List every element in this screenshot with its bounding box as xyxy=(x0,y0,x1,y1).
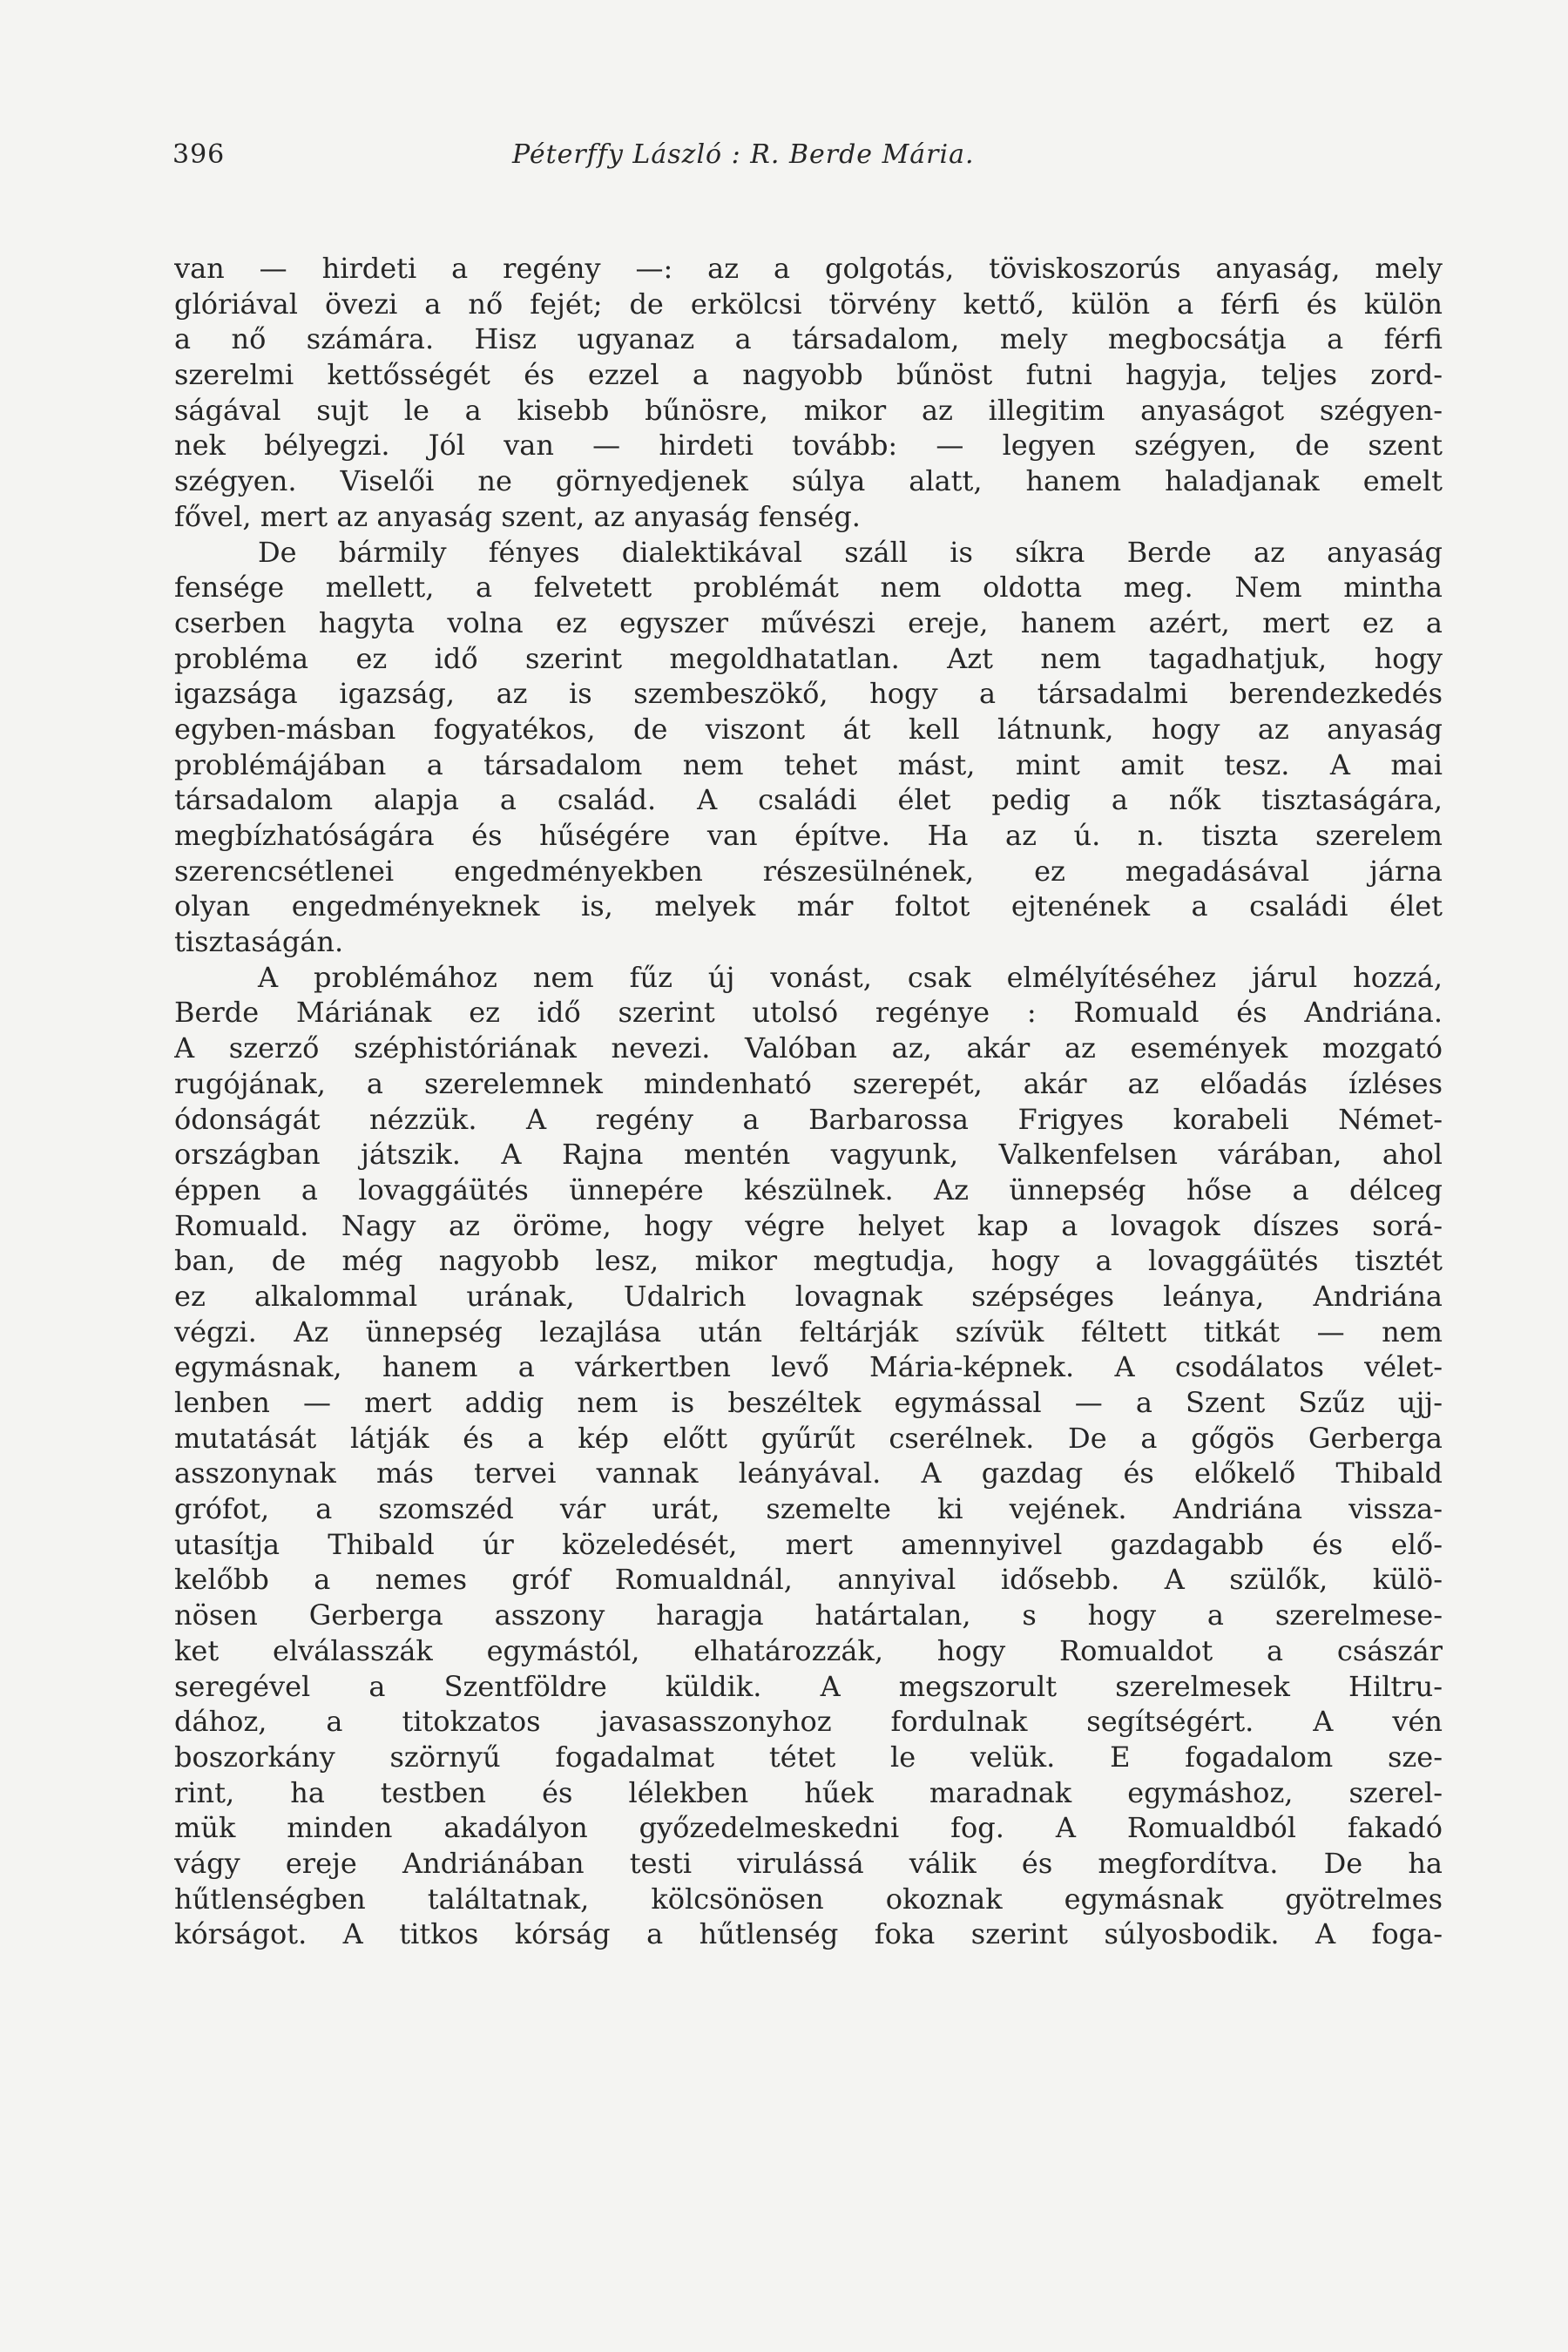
text-line: lenben — mert addig nem is beszéltek egymással — a Szent Szűz ujj- xyxy=(174,1386,1443,1419)
text-line: ez alkalommal urának, Udalrich lovagnak szépséges leánya, Andriána xyxy=(174,1279,1443,1313)
text-line: utasítja Thibald úr közeledését, mert amennyivel gazdagabb és elő- xyxy=(174,1527,1443,1561)
text-line: cserben hagyta volna ez egyszer művészi ereje, hanem azért, mert ez a xyxy=(174,605,1443,639)
text-line: mutatását látják és a kép előtt gyűrűt cserélnek. De a gőgös Gerberga xyxy=(174,1421,1443,1455)
text-line: nösen Gerberga asszony haragja határtalan, s hogy a szerelmese- xyxy=(174,1598,1443,1632)
text-line: De bármily fényes dialektikával száll is síkra Berde az anyaság xyxy=(258,535,1443,569)
text-line: dához, a titokzatos javasasszonyhoz fordulnak segítségért. A vén xyxy=(174,1705,1443,1739)
text-line: ban, de még nagyobb lesz, mikor megtudja, hogy a lovaggáütés tisztét xyxy=(174,1244,1443,1278)
text-line: van — hirdeti a regény —: az a golgotás, töviskoszorús anyaság, mely xyxy=(174,252,1443,285)
text-line: problémájában a társadalom nem tehet mást, mint amit tesz. A mai xyxy=(174,747,1443,781)
text-line: szégyen. Viselői ne görnyedjenek súlya alatt, hanem haladjanak emelt xyxy=(174,464,1443,498)
text-line: tisztaságán. xyxy=(174,925,344,959)
text-line: Romuald. Nagy az öröme, hogy végre helyet kap a lovagok díszes sorá- xyxy=(174,1208,1443,1242)
text-line: glóriával övezi a nő fejét; de erkölcsi törvény kettő, külön a férfi és külön xyxy=(174,287,1443,321)
text-line: egymásnak, hanem a várkertben levő Mária-képnek. A csodálatos vélet- xyxy=(174,1350,1443,1384)
text-line: éppen a lovaggáütés ünnepére készülnek. Az ünnepség hőse a délceg xyxy=(174,1173,1443,1206)
text-line: rint, ha testben és lélekben hűek maradnak egymáshoz, szerel- xyxy=(174,1775,1443,1809)
text-line: szerelmi kettősségét és ezzel a nagyobb bűnöst futni hagyja, teljes zord- xyxy=(174,358,1443,392)
text-line: probléma ez idő szerint megoldhatatlan. Azt nem tagadhatjuk, hogy xyxy=(174,641,1443,675)
running-title: Péterffy László : R. Berde Mária. xyxy=(512,139,975,170)
text-line: fensége mellett, a felvetett problémát nem oldotta meg. Nem mintha xyxy=(174,571,1443,605)
text-line: nek bélyegzi. Jól van — hirdeti tovább: — legyen szégyen, de szent xyxy=(174,429,1443,463)
text-line: rugójának, a szerelemnek mindenható szerepét, akár az előadás ízléses xyxy=(174,1066,1443,1100)
text-line: A szerző széphistóriának nevezi. Valóban az, akár az események mozgató xyxy=(174,1031,1443,1065)
text-line: fővel, mert az anyaság szent, az anyaság fenség. xyxy=(174,499,861,533)
text-line: szerencsétlenei engedményekben részesülnének, ez megadásával járna xyxy=(174,854,1443,888)
page-number: 396 xyxy=(172,139,226,170)
text-line: megbízhatóságára és hűségére van építve. Ha az ú. n. tiszta szerelem xyxy=(174,819,1443,852)
text-line: kórságot. A titkos kórság a hűtlenség foka szerint súlyosbodik. A foga- xyxy=(174,1917,1443,1951)
text-line: kelőbb a nemes gróf Romualdnál, annyival idősebb. A szülők, külö- xyxy=(174,1563,1443,1597)
text-line: A problémához nem fűz új vonást, csak elmélyítéséhez járul hozzá, xyxy=(258,960,1443,994)
text-line: olyan engedményeknek is, melyek már foltot ejtenének a családi élet xyxy=(174,889,1443,923)
text-line: hűtlenségben találtatnak, kölcsönösen okoznak egymásnak gyötrelmes xyxy=(174,1882,1443,1916)
text-line: egyben-másban fogyatékos, de viszont át kell látnunk, hogy az anyaság xyxy=(174,712,1443,746)
text-line: mük minden akadályon győzedelmeskedni fog. A Romualdból fakadó xyxy=(174,1811,1443,1845)
text-line: ket elválasszák egymástól, elhatározzák, hogy Romualdot a császár xyxy=(174,1633,1443,1667)
text-line: Berde Máriának ez idő szerint utolsó regénye : Romuald és Andriána. xyxy=(174,996,1443,1030)
text-line: végzi. Az ünnepség lezajlása után feltárják szívük féltett titkát — nem xyxy=(174,1315,1443,1348)
text-line: társadalom alapja a család. A családi élet pedig a nők tisztaságára, xyxy=(174,783,1443,817)
text-line: grófot, a szomszéd vár urát, szemelte ki vejének. Andriána vissza- xyxy=(174,1492,1443,1526)
text-line: a nő számára. Hisz ugyanaz a társadalom, mely megbocsátja a férfi xyxy=(174,322,1443,356)
text-line: igazsága igazság, az is szembeszökő, hogy a társadalmi berendezkedés xyxy=(174,677,1443,711)
text-line: vágy ereje Andriánában testi virulássá válik és megfordítva. De ha xyxy=(174,1846,1443,1880)
body-text xyxy=(174,251,1443,1952)
page-header xyxy=(172,139,1444,183)
text-line: országban játszik. A Rajna mentén vagyunk, Valkenfelsen várában, ahol xyxy=(174,1138,1443,1172)
text-line: ságával sujt le a kisebb bűnösre, mikor az illegitim anyaságot szégyen- xyxy=(174,393,1443,427)
text-line: seregével a Szentföldre küldik. A megszorult szerelmesek Hiltru- xyxy=(174,1669,1443,1703)
text-line: boszorkány szörnyű fogadalmat tétet le velük. E fogadalom sze- xyxy=(174,1740,1443,1774)
text-line: asszonynak más tervei vannak leányával. A gazdag és előkelő Thibald xyxy=(174,1456,1443,1490)
text-line: ódonságát nézzük. A regény a Barbarossa Frigyes korabeli Német- xyxy=(174,1102,1443,1136)
